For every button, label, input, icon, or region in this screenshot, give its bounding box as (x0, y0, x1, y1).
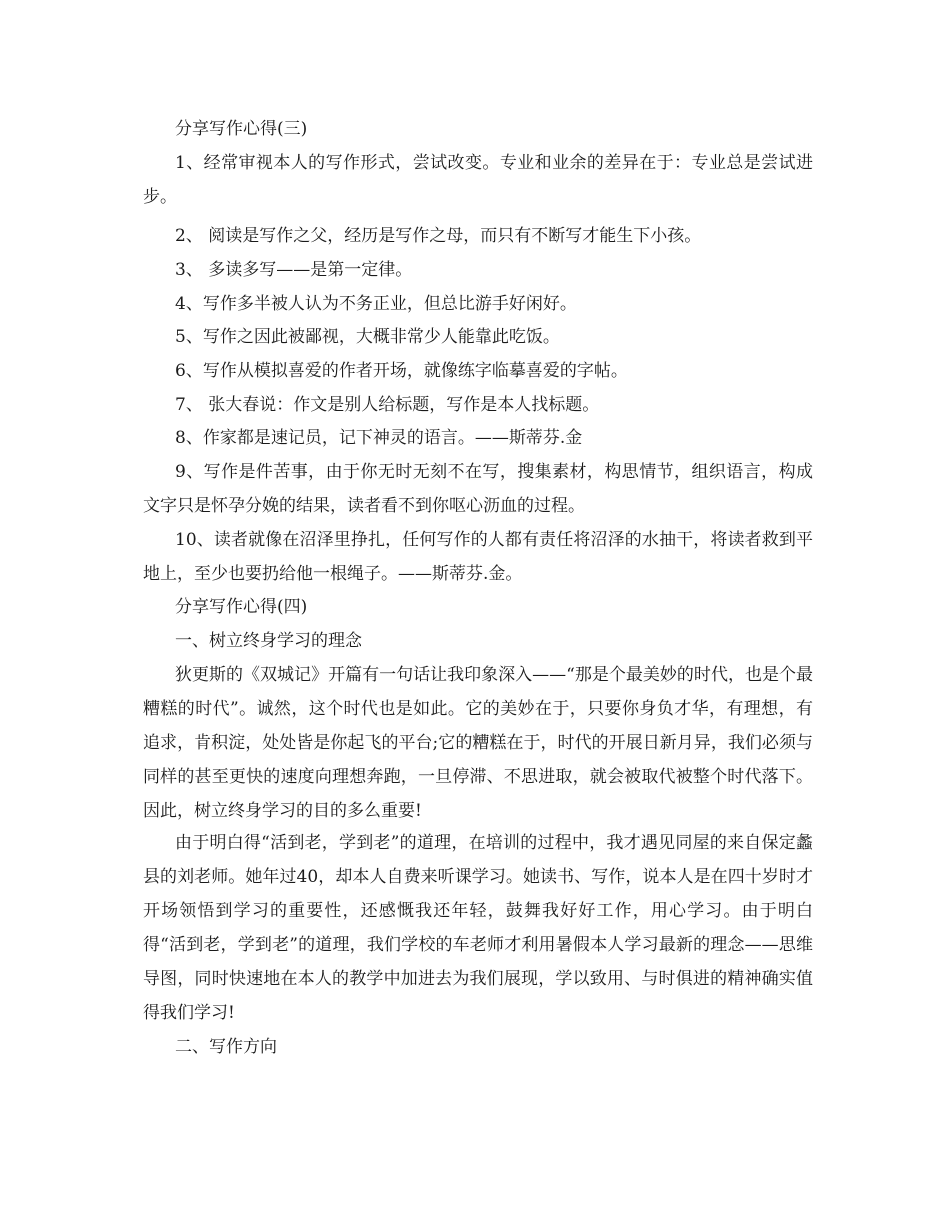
list-item-7: 7、 张大春说：作文是别人给标题，写作是本人找标题。 (175, 395, 600, 415)
subheading-lifelong-learning: 一、树立终身学习的理念 (175, 631, 362, 651)
list-item-6: 6、写作从模拟喜爱的作者开场，就像练字临摹喜爱的字帖。 (175, 361, 628, 381)
list-item-8: 8、作家都是速记员，记下神灵的语言。——斯蒂芬.金 (175, 428, 583, 448)
body-paragraph-dickens: 狄更斯的《双城记》开篇有一句话让我印象深入——“那是个最美妙的时代，也是个最糟糕的时代”。诚然，这个时代也是如此。它的美妙在于，只要你身负才华，有理想，有追求，肯积淀，处处皆是你起飞的平台;它的糟糕在于，时代的开展日新月异，我们必须与同样的甚至更快的速度向理想奔跑，一旦停滞、不思进取，就会被取代被整个时代落下。因此，树立终身学习的目的多么重要! (143, 665, 813, 821)
list-item-3: 3、 多读多写——是第一定律。 (175, 260, 413, 280)
list-item-9: 9、写作是件苦事，由于你无时无刻不在写，搜集素材，构思情节，组织语言，构成文字只是怀孕分娩的结果，读者看不到你呕心沥血的过程。 (143, 462, 813, 516)
section-heading-four: 分享写作心得(四) (175, 597, 308, 617)
list-item-1: 1、经常审视本人的写作形式，尝试改变。专业和业余的差异在于：专业总是尝试进步。 (143, 153, 813, 207)
list-item-10: 10、读者就像在沼泽里挣扎，任何写作的人都有责任将沼泽的水抽干，将读者救到平地上，至少也要扔给他一根绳子。——斯蒂芬.金。 (143, 530, 813, 584)
body-paragraph-live-and-learn: 由于明白得“活到老，学到老”的道理，在培训的过程中，我才遇见同屋的来自保定蠡县的刘老师。她年过40，却本人自费来听课学习。她读书、写作，说本人是在四十岁时才开场领悟到学习的重要性，还感慨我还年轻，鼓舞我好好工作，用心学习。由于明白得“活到老，学到老”的道理，我们学校的车老师才利用暑假本人学习最新的理念——思维导图，同时快速地在本人的教学中加进去为我们展现，学以致用、与时俱进的精神确实值得我们学习! (143, 833, 813, 1023)
section-heading-three: 分享写作心得(三) (175, 119, 308, 139)
list-item-5: 5、写作之因此被鄙视，大概非常少人能靠此吃饭。 (175, 327, 560, 347)
subheading-writing-direction: 二、写作方向 (175, 1037, 277, 1057)
list-item-2: 2、 阅读是写作之父，经历是写作之母，而只有不断写才能生下小孩。 (175, 226, 702, 246)
list-item-4: 4、写作多半被人认为不务正业，但总比游手好闲好。 (175, 294, 577, 314)
